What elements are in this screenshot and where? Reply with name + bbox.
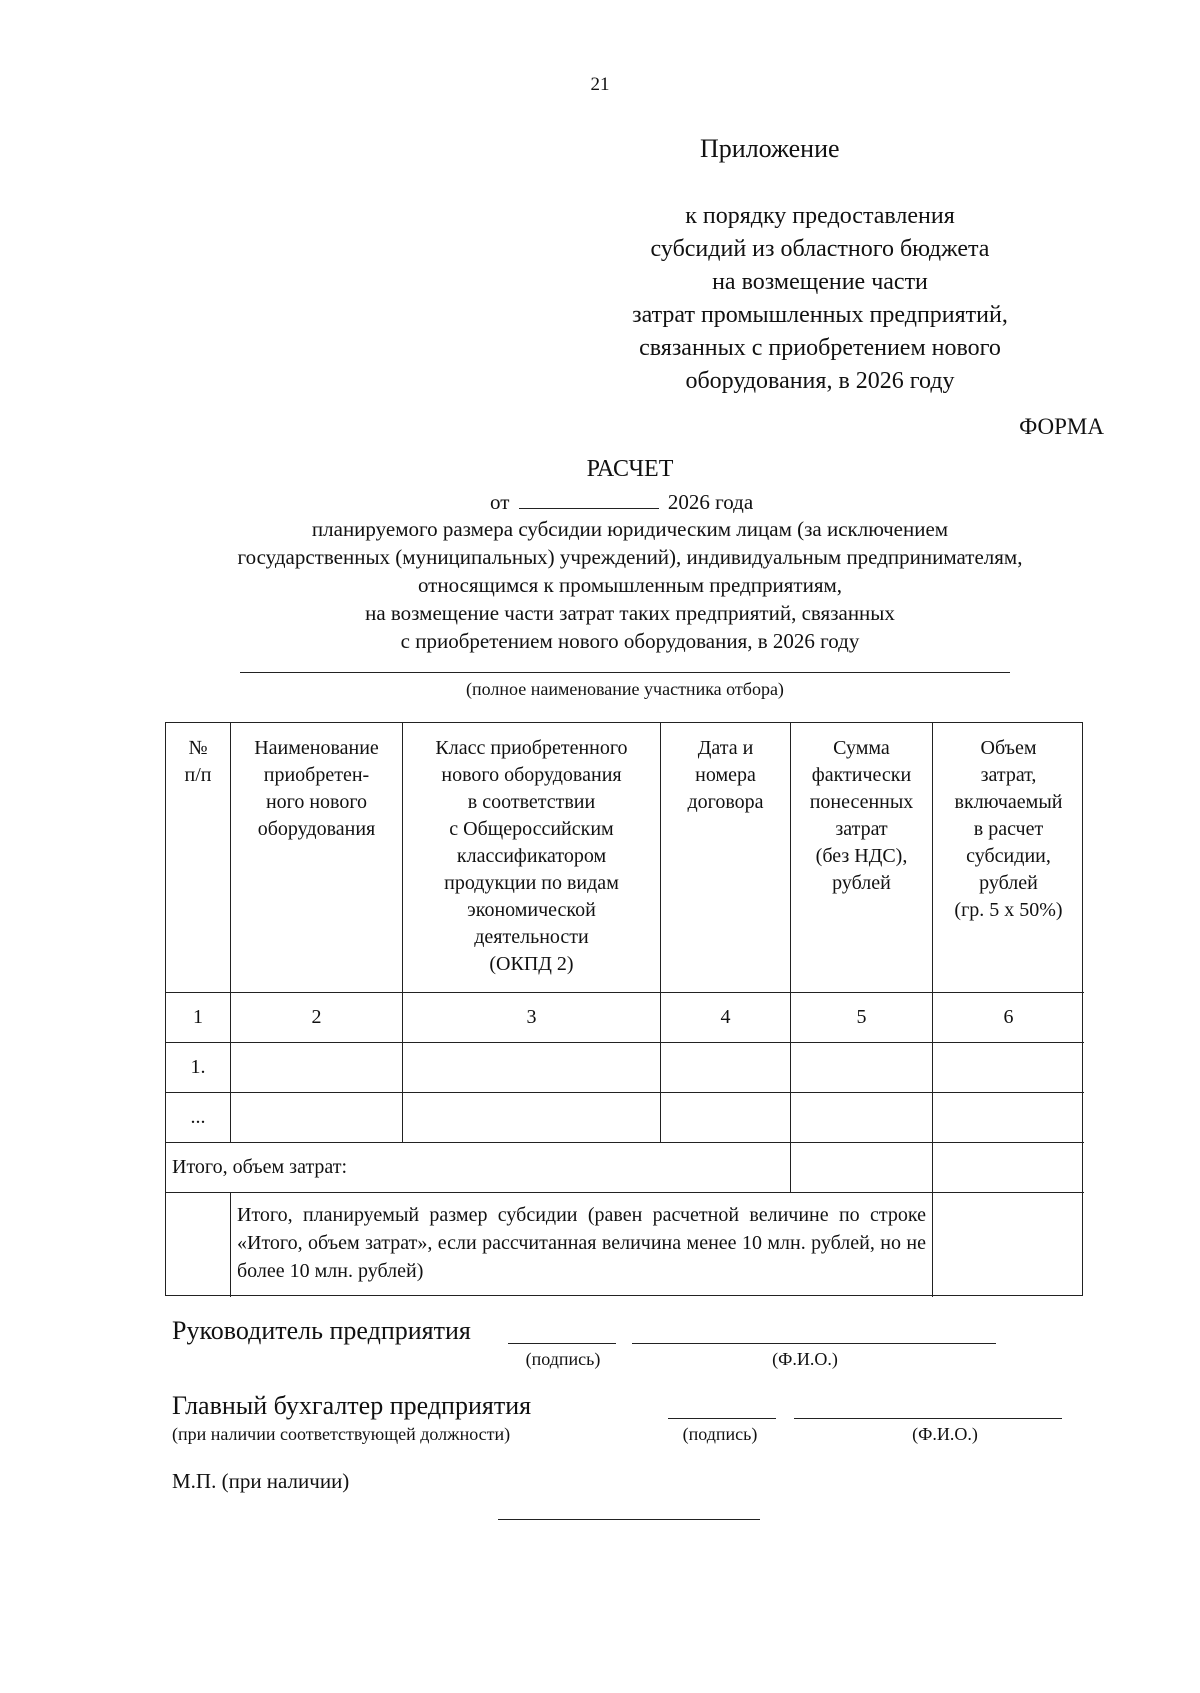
stamp-note: М.П. (при наличии) (172, 1469, 350, 1493)
total-volume-cell (933, 1143, 1084, 1193)
header-text: Дата и (697, 737, 754, 759)
appendix-title: Приложение (700, 134, 840, 163)
column-number: 1 (166, 993, 231, 1043)
form-label: ФОРМА (1019, 414, 1104, 439)
header-text: (ОКПД 2) (489, 953, 574, 975)
table-cell (231, 1093, 403, 1143)
header-cell-6 (933, 723, 1084, 993)
header-text: Объем (980, 737, 1037, 759)
table-cell (231, 1043, 403, 1093)
subsidy-label: Итого, планируемый размер субсидии (равен расчетной величине по строке «Итого, объем затрат», если рассчитанная величина менее 10 млн. рублей, но не более 10 млн. рублей) (231, 1193, 933, 1297)
header-cell-3 (403, 723, 661, 993)
table-cell (791, 1043, 933, 1093)
header-text: (гр. 5 х 50%) (954, 899, 1063, 921)
table-cell (791, 1093, 933, 1143)
table-row-index: 1. (166, 1043, 231, 1093)
appendix-reference (560, 200, 1080, 398)
head-name-caption: (Ф.И.О.) (772, 1349, 838, 1369)
description-line: относящимся к промышленным предприятиям, (417, 573, 843, 597)
header-text: договора (687, 791, 764, 813)
header-cell-4 (661, 723, 791, 993)
header-text: затрат, (980, 764, 1037, 786)
calc-description (150, 515, 1110, 655)
header-text: классификатором (456, 845, 607, 867)
header-text: затрат (835, 818, 888, 840)
table-cell (933, 1093, 1084, 1143)
header-text: п/п (184, 764, 212, 786)
column-number: 2 (231, 993, 403, 1043)
calc-date-line (490, 490, 753, 515)
appendix-ref-line: на возмещение части (712, 269, 928, 295)
head-sign-caption: (подпись) (525, 1349, 601, 1369)
header-text: экономической (467, 899, 596, 921)
column-number: 5 (791, 993, 933, 1043)
header-text: понесенных (809, 791, 914, 813)
table-cell (933, 1043, 1084, 1093)
column-number: 6 (933, 993, 1084, 1043)
description-line: с приобретением нового оборудования, в 2026 году (400, 629, 860, 653)
calc-title: РАСЧЕТ (586, 456, 674, 482)
header-text: приобретен- (263, 764, 370, 786)
header-text: нового оборудования (441, 764, 622, 786)
appendix-ref-line: субсидий из областного бюджета (650, 236, 990, 262)
header-text: Сумма (833, 737, 890, 759)
header-text: оборудования (257, 818, 376, 840)
footer-line (498, 1519, 760, 1520)
header-text: ного нового (265, 791, 368, 813)
table-cell (661, 1043, 791, 1093)
column-number: 3 (403, 993, 661, 1043)
accountant-note: (при наличии соответствующей должности) (172, 1424, 511, 1444)
header-text: деятельности (474, 926, 589, 948)
header-cell-1 (166, 723, 231, 993)
appendix-ref-line: оборудования, в 2026 году (685, 368, 955, 394)
head-name-line (632, 1343, 996, 1344)
accountant-name-caption: (Ф.И.О.) (912, 1424, 978, 1444)
appendix-ref-line: связанных с приобретением нового (639, 335, 1001, 361)
accountant-name-line (794, 1418, 1062, 1419)
table-cell (403, 1093, 661, 1143)
subsidy-value-cell (933, 1193, 1084, 1297)
appendix-ref-line: затрат промышленных предприятий, (632, 302, 1008, 328)
head-signature-line (508, 1343, 616, 1344)
date-prefix: от (490, 490, 510, 514)
date-suffix: 2026 года (667, 490, 754, 514)
accountant-signature-line (668, 1418, 776, 1419)
total-label: Итого, объем затрат: (166, 1143, 791, 1193)
header-text: рублей (832, 872, 891, 894)
accountant-title: Главный бухгалтер предприятия (172, 1391, 532, 1420)
header-text: в расчет (973, 818, 1044, 840)
head-title: Руководитель предприятия (172, 1316, 471, 1345)
total-sum-cell (791, 1143, 933, 1193)
column-number: 4 (661, 993, 791, 1043)
table-cell (403, 1043, 661, 1093)
header-text: с Общероссийским (449, 818, 614, 840)
date-blank-field (519, 491, 659, 509)
description-line: государственных (муниципальных) учреждений), индивидуальным предпринимателям, (237, 545, 1023, 569)
table-row-index: ... (166, 1093, 231, 1143)
description-line: на возмещение части затрат таких предприятий, связанных (365, 601, 895, 625)
header-text: субсидии, (966, 845, 1051, 867)
header-text: № (188, 737, 208, 759)
header-text: Класс приобретенного (435, 737, 628, 759)
header-text: рублей (979, 872, 1038, 894)
table-cell (661, 1093, 791, 1143)
header-text: в соответствии (467, 791, 596, 813)
accountant-sign-caption: (подпись) (682, 1424, 758, 1444)
header-cell-2 (231, 723, 403, 993)
header-text: включаемый (954, 791, 1063, 813)
participant-name-line (240, 672, 1010, 673)
header-text: номера (695, 764, 756, 786)
header-text: продукции по видам (444, 872, 619, 894)
subsidy-index-cell (166, 1193, 231, 1297)
header-cell-5 (791, 723, 933, 993)
page-number: 21 (590, 74, 610, 95)
calculation-table (165, 722, 1083, 1296)
appendix-ref-line: к порядку предоставления (685, 203, 955, 229)
header-text: фактически (811, 764, 912, 786)
header-text: Наименование (254, 737, 379, 759)
header-text: (без НДС), (815, 845, 908, 867)
description-line: планируемого размера субсидии юридическим лицам (за исключением (311, 517, 949, 541)
participant-caption: (полное наименование участника отбора) (466, 679, 784, 699)
